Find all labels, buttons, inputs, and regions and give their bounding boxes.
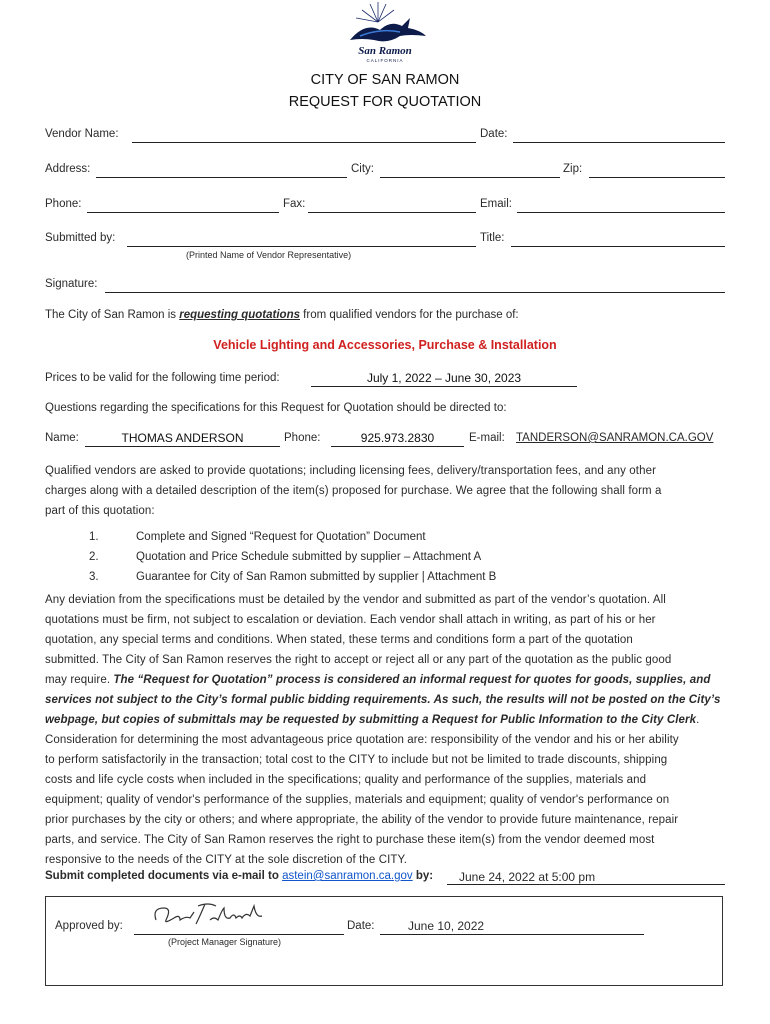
san-ramon-logo bbox=[340, 0, 430, 64]
terms-paragraph bbox=[45, 590, 726, 870]
list-item-1-number: 1. bbox=[89, 531, 99, 543]
zip-field[interactable] bbox=[589, 177, 725, 178]
qualified-line: Qualified vendors are asked to provide quotations; including licensing fees, delivery/transportation fees, and any other bbox=[45, 465, 656, 477]
deadline-underline bbox=[447, 884, 725, 885]
signature-field[interactable] bbox=[105, 292, 725, 293]
submit-line bbox=[45, 870, 433, 882]
consideration-line: prior purchases by the city or others; and where appropriate, the ability of the vendor to provide future maintenance, repair bbox=[45, 814, 679, 826]
terms-line: Any deviation from the specifications must be detailed by the vendor and submitted as part of the vendor’s quotation. All bbox=[45, 594, 666, 606]
list-item-2-text: Quotation and Price Schedule submitted by supplier – Attachment A bbox=[136, 551, 482, 563]
validity-underline bbox=[311, 386, 577, 387]
approved-by-label: Approved by: bbox=[55, 920, 123, 932]
approval-date: June 10, 2022 bbox=[408, 919, 485, 933]
intro-after: from qualified vendors for the purchase of: bbox=[299, 309, 519, 321]
questions-text: Questions regarding the specifications for this Request for Quotation should be directed to: bbox=[45, 402, 507, 414]
submit-deadline: June 24, 2022 at 5:00 pm bbox=[459, 870, 596, 884]
zip-label: Zip: bbox=[563, 163, 583, 175]
terms-line-mixed bbox=[45, 710, 726, 730]
list-item-1-text: Complete and Signed “Request for Quotation” Document bbox=[136, 531, 426, 543]
city-label: City: bbox=[351, 163, 374, 175]
qualified-line: charges along with a detailed description of the item(s) proposed for purchase. We agree that the following shall form a bbox=[45, 485, 662, 497]
list-item-3-number: 3. bbox=[89, 571, 99, 583]
submitted-by-field[interactable] bbox=[127, 246, 476, 247]
qualified-paragraph bbox=[45, 461, 726, 521]
terms-line: submitted. The City of San Ramon reserves the right to accept or reject all or any part of the quotation as the public good bbox=[45, 654, 672, 666]
signature-label: Signature: bbox=[45, 278, 98, 290]
submit-by: by: bbox=[412, 870, 434, 882]
date-label: Date: bbox=[480, 128, 508, 140]
informal-notice-1: The “Request for Quotation” process is considered an informal request for quotes for goods, supplies, and bbox=[113, 674, 711, 686]
city-field[interactable] bbox=[380, 177, 560, 178]
terms-line-mixed bbox=[45, 670, 726, 690]
validity-label: Prices to be valid for the following time period: bbox=[45, 372, 280, 384]
printed-name-note: (Printed Name of Vendor Representative) bbox=[186, 250, 352, 260]
email-label: Email: bbox=[480, 198, 512, 210]
submit-email-link[interactable]: astein@sanramon.ca.gov bbox=[282, 870, 413, 882]
consideration-line: responsive to the needs of the CITY at the sole discretion of the CITY. bbox=[45, 854, 408, 866]
handwritten-signature-image bbox=[150, 898, 270, 934]
phone-field[interactable] bbox=[87, 212, 279, 213]
terms-line: quotation, any special terms and conditions. When stated, these terms and conditions form a part of the quotation bbox=[45, 634, 633, 646]
vendor-name-field[interactable] bbox=[132, 142, 476, 143]
contact-phone-label: Phone: bbox=[284, 432, 321, 444]
terms-line: quotations must be firm, not subject to escalation or deviation. Each vendor shall attach in writing, as part of his or her bbox=[45, 614, 656, 626]
vendor-name-label: Vendor Name: bbox=[45, 128, 119, 140]
approved-signature-line[interactable] bbox=[134, 934, 344, 935]
signature-note: (Project Manager Signature) bbox=[168, 937, 282, 947]
informal-notice-end: . bbox=[696, 714, 700, 726]
phone-label: Phone: bbox=[45, 198, 82, 210]
email-field[interactable] bbox=[517, 212, 725, 213]
title-label: Title: bbox=[480, 232, 505, 244]
qualified-line: part of this quotation: bbox=[45, 505, 155, 517]
informal-notice-3: webpage, but copies of submittals may be requested by submitting a Request for Public Information to the City Clerk bbox=[45, 714, 697, 726]
informal-notice-2: services not subject to the City’s formal public bidding requirements. As such, the results will not be posted on the City’s bbox=[45, 694, 721, 706]
intro-before: The City of San Ramon is bbox=[45, 309, 180, 321]
document-title-line2: REQUEST FOR QUOTATION bbox=[288, 94, 482, 110]
contact-email[interactable]: TANDERSON@SANRAMON.CA.GOV bbox=[516, 432, 714, 444]
consideration-line: equipment; quality of vendor's performance of the supplies, materials and equipment; quality of vendor's performance on bbox=[45, 794, 670, 806]
date-field[interactable] bbox=[513, 142, 725, 143]
contact-name-label: Name: bbox=[45, 432, 79, 444]
fax-label: Fax: bbox=[283, 198, 306, 210]
contact-phone: 925.973.2830 bbox=[360, 431, 435, 445]
contact-phone-underline bbox=[331, 446, 464, 447]
contact-name: THOMAS ANDERSON bbox=[121, 431, 244, 445]
submitted-by-label: Submitted by: bbox=[45, 232, 116, 244]
consideration-line: parts, and service. The City of San Ramon reserves the right to purchase these item(s) from the vendor deemed most bbox=[45, 834, 655, 846]
list-item-3-text: Guarantee for City of San Ramon submitted by supplier | Attachment B bbox=[136, 571, 497, 583]
fax-field[interactable] bbox=[308, 212, 476, 213]
contact-name-underline bbox=[85, 446, 280, 447]
address-label: Address: bbox=[45, 163, 91, 175]
consideration-line: Consideration for determining the most advantageous price quotation are: responsibility of the vendor and his or her ability bbox=[45, 734, 679, 746]
list-item-2-number: 2. bbox=[89, 551, 99, 563]
purchase-item: Vehicle Lighting and Accessories, Purchase & Installation bbox=[213, 338, 557, 352]
title-field[interactable] bbox=[511, 246, 725, 247]
submit-label: Submit completed documents via e-mail to bbox=[45, 870, 283, 882]
document-title-line1: CITY OF SAN RAMON bbox=[310, 72, 460, 88]
approval-date-line[interactable] bbox=[380, 934, 644, 935]
validity-value: July 1, 2022 – June 30, 2023 bbox=[366, 371, 522, 385]
logo-text: San Ramon bbox=[358, 45, 412, 57]
approval-date-label: Date: bbox=[347, 920, 375, 932]
consideration-line: costs and life cycle costs when included in the specifications; quality and performance of the supplies, materials and bbox=[45, 774, 647, 786]
consideration-line: to perform satisfactorily in the transaction; total cost to the CITY to include but not be limited to trade discounts, shipping bbox=[45, 754, 668, 766]
intro-emphasis: requesting quotations bbox=[179, 309, 300, 321]
address-field[interactable] bbox=[96, 177, 347, 178]
logo-subtext: CALIFORNIA bbox=[366, 58, 404, 63]
approval-box bbox=[45, 896, 723, 986]
may-require: may require. bbox=[45, 674, 114, 686]
intro-sentence bbox=[45, 309, 519, 321]
contact-email-label: E-mail: bbox=[469, 432, 505, 444]
